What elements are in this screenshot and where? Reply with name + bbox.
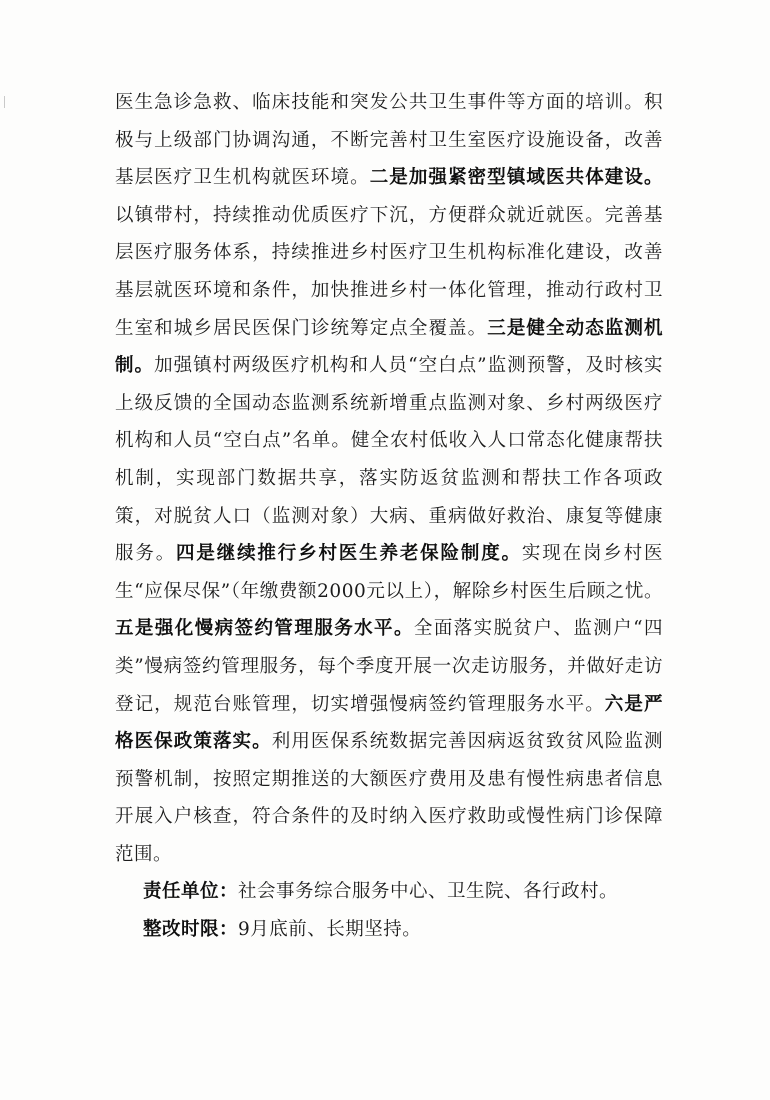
measure-heading-5: 五是强化慢病签约管理服务水平。 (115, 618, 414, 640)
body-text: 实现在岗乡村医生“应保尽保”（年缴费额2000元以上），解除乡村医生后顾之忧。 (115, 543, 663, 602)
body-text: 加强镇村两级医疗机构和人员“空白点”监测预警，及时核实上级反馈的全国动态监测系统新增重点监测对象、乡村两级医疗机构和人员“空白点”名单。健全农村低收入人口常态化健康帮扶机制，实现部门数据共享，落实防返贫监测和帮扶工作各项政策，对脱贫人口（监测对象）大病、重病做好救治、康复等健康服务。 (115, 355, 663, 565)
body-text: 全面落实脱贫户、监测户“四类”慢病签约管理服务，每个季度开展一次走访服务，并做好走访登记，规范台账管理，切实增强慢病签约管理服务水平。 (115, 618, 663, 715)
measure-heading-3: 三是健全动态监测机制。 (115, 317, 663, 377)
deadline-value: 9月底前、长期坚持。 (238, 919, 422, 941)
margin-mark (4, 96, 5, 108)
measure-heading-6: 六是严格医保政策落实。 (115, 693, 663, 753)
responsible-unit-value: 社会事务综合服务中心、卫生院、各行政村。 (238, 881, 619, 903)
body-text: 以镇带村，持续推动优质医疗下沉，方便群众就近就医。完善基层医疗服务体系，持续推进乡村医疗卫生机构标准化建设，改善基层就医环境和条件，加快推进乡村一体化管理，推动行政村卫生室和城乡居民医保门诊统筹定点全覆盖。 (115, 204, 663, 339)
deadline-label: 整改时限： (143, 919, 239, 941)
main-paragraph (115, 84, 663, 873)
measure-heading-2: 二是加强紧密型镇域医共体建设。 (369, 167, 663, 189)
measure-heading-4: 四是继续推行乡村医生养老保险制度。 (176, 543, 522, 565)
deadline-line (115, 911, 663, 949)
responsible-unit-label: 责任单位： (143, 881, 239, 903)
responsible-unit-line (115, 873, 663, 911)
document-body (115, 84, 663, 949)
body-text: 利用医保系统数据完善因病返贫致贫风险监测预警机制，按照定期推送的大额医疗费用及患有慢性病患者信息开展入户核查，符合条件的及时纳入医疗救助或慢性病门诊保障范围。 (115, 731, 663, 865)
body-text: 医生急诊急救、临床技能和突发公共卫生事件等方面的培训。积极与上级部门协调沟通，不断完善村卫生室医疗设施设备，改善基层医疗卫生机构就医环境。 (115, 92, 663, 189)
